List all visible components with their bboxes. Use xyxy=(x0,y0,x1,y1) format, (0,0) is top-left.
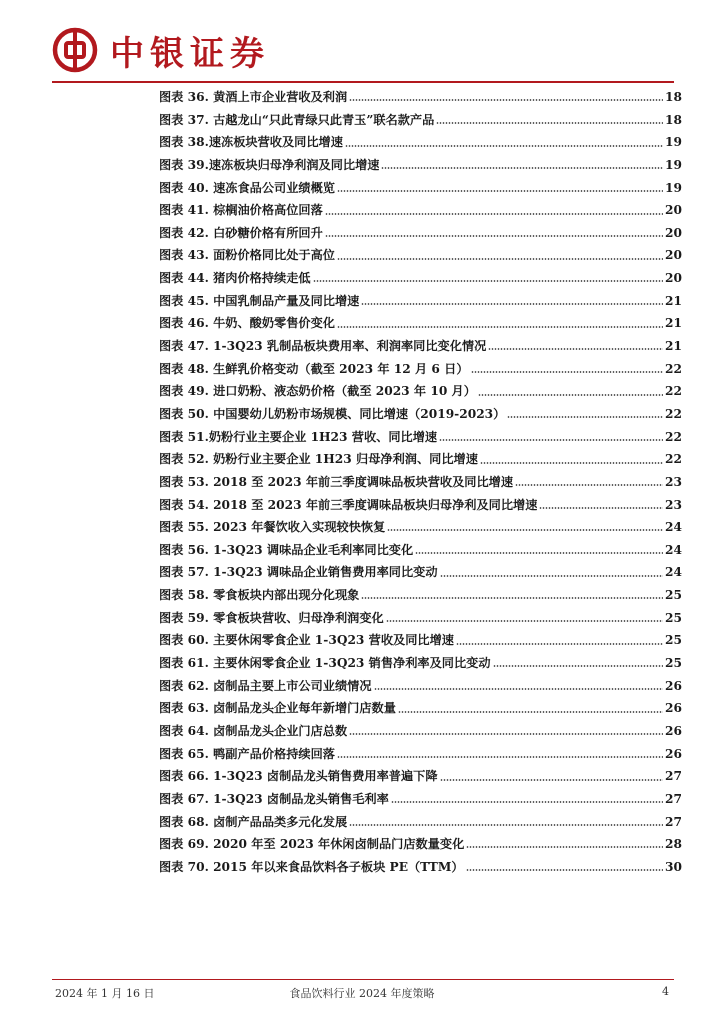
toc-leader-dots xyxy=(415,552,663,554)
toc-leader-dots xyxy=(391,801,663,803)
toc-entry-title: 图表 54. 2018 至 2023 年前三季度调味品板块归母净利及同比增速 xyxy=(159,497,538,512)
toc-entry-page: 22 xyxy=(665,361,682,376)
toc-entry[interactable] xyxy=(159,765,682,788)
footer-report-title: 食品饮料行业 2024 年度策略 xyxy=(289,987,435,1000)
toc-entry-title: 图表 62. 卤制品主要上市公司业绩情况 xyxy=(159,678,372,693)
toc-leader-dots xyxy=(381,167,663,169)
toc-entry[interactable] xyxy=(159,199,682,222)
toc-entry-page: 25 xyxy=(665,610,682,625)
toc-entry-page: 20 xyxy=(665,271,682,286)
toc-entry-title: 图表 53. 2018 至 2023 年前三季度调味品板块营收及同比增速 xyxy=(159,474,514,489)
toc-entry-title: 图表 45. 中国乳制品产量及同比增速 xyxy=(159,293,360,308)
figure-index-list xyxy=(159,86,682,878)
toc-entry[interactable] xyxy=(159,177,682,200)
toc-entry[interactable] xyxy=(159,448,682,471)
toc-entry-title: 图表 68. 卤制产品品类多元化发展 xyxy=(159,814,348,829)
toc-entry[interactable] xyxy=(159,720,682,743)
bank-of-china-logo-icon xyxy=(52,27,98,73)
toc-entry-page: 20 xyxy=(665,203,682,218)
toc-entry-page: 20 xyxy=(665,225,682,240)
toc-leader-dots xyxy=(325,213,663,215)
toc-leader-dots xyxy=(515,484,663,486)
toc-entry[interactable] xyxy=(159,833,682,856)
toc-entry-title: 图表 65. 鸭副产品价格持续回落 xyxy=(159,746,335,761)
toc-entry-title: 图表 61. 主要休闲零食企业 1-3Q23 销售净利率及同比变动 xyxy=(159,656,491,671)
toc-entry-title: 图表 67. 1-3Q23 卤制品龙头销售毛利率 xyxy=(159,791,389,806)
toc-entry-title: 图表 57. 1-3Q23 调味品企业销售费用率同比变动 xyxy=(159,565,438,580)
toc-entry[interactable] xyxy=(159,426,682,449)
toc-leader-dots xyxy=(387,529,663,531)
toc-leader-dots xyxy=(466,846,663,848)
toc-entry-page: 22 xyxy=(665,452,682,467)
toc-entry[interactable] xyxy=(159,856,682,879)
toc-entry-title: 图表 50. 中国婴幼儿奶粉市场规模、同比增速（2019-2023） xyxy=(159,406,506,421)
toc-entry-page: 28 xyxy=(665,837,682,852)
toc-entry-title: 图表 64. 卤制品龙头企业门店总数 xyxy=(159,723,348,738)
toc-entry-page: 24 xyxy=(665,542,682,557)
toc-entry[interactable] xyxy=(159,335,682,358)
toc-leader-dots xyxy=(480,462,663,464)
page-header xyxy=(52,22,270,78)
toc-entry-page: 25 xyxy=(665,633,682,648)
toc-entry-page: 21 xyxy=(665,293,682,308)
footer-page-number: 4 xyxy=(662,985,669,998)
toc-entry[interactable] xyxy=(159,86,682,109)
toc-entry-page: 26 xyxy=(665,678,682,693)
toc-entry[interactable] xyxy=(159,494,682,517)
toc-entry-title: 图表 39.速冻板块归母净利润及同比增速 xyxy=(159,157,380,172)
toc-entry-title: 图表 40. 速冻食品公司业绩概览 xyxy=(159,180,335,195)
toc-entry-title: 图表 59. 零食板块营收、归母净利润变化 xyxy=(159,610,384,625)
toc-entry[interactable] xyxy=(159,675,682,698)
toc-entry-page: 19 xyxy=(665,135,682,150)
toc-entry-page: 24 xyxy=(665,565,682,580)
toc-entry-page: 21 xyxy=(665,339,682,354)
toc-entry-title: 图表 49. 进口奶粉、液态奶价格（截至 2023 年 10 月） xyxy=(159,384,476,399)
toc-leader-dots xyxy=(493,665,664,667)
toc-leader-dots xyxy=(478,394,663,396)
toc-entry-page: 18 xyxy=(665,112,682,127)
toc-leader-dots xyxy=(488,348,663,350)
toc-entry[interactable] xyxy=(159,154,682,177)
toc-leader-dots xyxy=(539,507,663,509)
toc-entry-title: 图表 52. 奶粉行业主要企业 1H23 归母净利润、同比增速 xyxy=(159,452,478,467)
toc-leader-dots xyxy=(337,756,663,758)
toc-entry-title: 图表 58. 零食板块内部出现分化现象 xyxy=(159,588,360,603)
header-divider xyxy=(52,81,674,83)
toc-leader-dots xyxy=(337,326,663,328)
toc-leader-dots xyxy=(345,145,663,147)
toc-leader-dots xyxy=(466,869,663,871)
toc-entry-page: 20 xyxy=(665,248,682,263)
toc-leader-dots xyxy=(313,280,663,282)
toc-entry-title: 图表 46. 牛奶、酸奶零售价变化 xyxy=(159,316,335,331)
toc-entry-title: 图表 37. 古越龙山“只此青绿只此青玉”联名款产品 xyxy=(159,112,435,127)
toc-entry-title: 图表 60. 主要休闲零食企业 1-3Q23 营收及同比增速 xyxy=(159,633,454,648)
toc-entry-title: 图表 55. 2023 年餐饮收入实现较快恢复 xyxy=(159,520,386,535)
toc-leader-dots xyxy=(440,779,664,781)
toc-leader-dots xyxy=(456,643,663,645)
toc-entry-title: 图表 47. 1-3Q23 乳制品板块费用率、利润率同比变化情况 xyxy=(159,339,487,354)
toc-entry-page: 23 xyxy=(665,474,682,489)
toc-entry[interactable] xyxy=(159,607,682,630)
toc-leader-dots xyxy=(436,122,663,124)
toc-entry-title: 图表 66. 1-3Q23 卤制品龙头销售费用率普遍下降 xyxy=(159,769,438,784)
toc-entry-page: 27 xyxy=(665,769,682,784)
toc-leader-dots xyxy=(349,99,663,101)
toc-entry-page: 25 xyxy=(665,656,682,671)
toc-leader-dots xyxy=(337,190,663,192)
toc-entry[interactable] xyxy=(159,539,682,562)
toc-entry[interactable] xyxy=(159,629,682,652)
toc-entry-page: 27 xyxy=(665,791,682,806)
toc-entry[interactable] xyxy=(159,222,682,245)
toc-entry-page: 22 xyxy=(665,406,682,421)
toc-leader-dots xyxy=(337,258,663,260)
toc-entry[interactable] xyxy=(159,811,682,834)
toc-entry[interactable] xyxy=(159,516,682,539)
toc-entry[interactable] xyxy=(159,471,682,494)
toc-leader-dots xyxy=(440,575,664,577)
toc-entry-title: 图表 51.奶粉行业主要企业 1H23 营收、同比增速 xyxy=(159,429,438,444)
toc-entry-page: 26 xyxy=(665,723,682,738)
toc-entry[interactable] xyxy=(159,267,682,290)
toc-entry-title: 图表 36. 黄酒上市企业营收及利润 xyxy=(159,90,348,104)
footer-divider xyxy=(52,979,674,980)
toc-entry-title: 图表 48. 生鲜乳价格变动（截至 2023 年 12 月 6 日） xyxy=(159,361,469,376)
toc-entry[interactable] xyxy=(159,743,682,766)
toc-leader-dots xyxy=(471,371,664,373)
toc-entry-page: 22 xyxy=(665,429,682,444)
toc-entry-page: 18 xyxy=(665,90,682,104)
toc-entry-title: 图表 69. 2020 年至 2023 年休闲卤制品门店数量变化 xyxy=(159,837,465,852)
toc-leader-dots xyxy=(507,416,663,418)
toc-leader-dots xyxy=(374,688,664,690)
toc-leader-dots xyxy=(439,439,663,441)
toc-entry-page: 25 xyxy=(665,588,682,603)
toc-entry-title: 图表 56. 1-3Q23 调味品企业毛利率同比变化 xyxy=(159,542,414,557)
toc-leader-dots xyxy=(398,711,663,713)
toc-entry-page: 26 xyxy=(665,746,682,761)
toc-entry-title: 图表 38.速冻板块营收及同比增速 xyxy=(159,135,343,150)
toc-entry-page: 23 xyxy=(665,497,682,512)
toc-entry-page: 24 xyxy=(665,520,682,535)
toc-leader-dots xyxy=(349,733,663,735)
toc-entry[interactable] xyxy=(159,697,682,720)
toc-entry-page: 26 xyxy=(665,701,682,716)
toc-entry[interactable] xyxy=(159,109,682,132)
toc-entry[interactable] xyxy=(159,788,682,811)
toc-leader-dots xyxy=(349,824,663,826)
toc-entry-page: 19 xyxy=(665,180,682,195)
toc-entry[interactable] xyxy=(159,561,682,584)
toc-leader-dots xyxy=(386,620,663,622)
toc-entry[interactable] xyxy=(159,131,682,154)
toc-entry[interactable] xyxy=(159,652,682,675)
toc-leader-dots xyxy=(361,597,663,599)
toc-entry[interactable] xyxy=(159,244,682,267)
toc-entry[interactable] xyxy=(159,403,682,426)
toc-entry-title: 图表 43. 面粉价格同比处于高位 xyxy=(159,248,335,263)
toc-entry-page: 27 xyxy=(665,814,682,829)
toc-entry-page: 21 xyxy=(665,316,682,331)
toc-entry-page: 22 xyxy=(665,384,682,399)
toc-leader-dots xyxy=(361,303,663,305)
toc-entry-title: 图表 42. 白砂糖价格有所回升 xyxy=(159,225,323,240)
toc-leader-dots xyxy=(325,235,663,237)
footer-date: 2024 年 1 月 16 日 xyxy=(55,987,155,1000)
toc-entry[interactable] xyxy=(159,380,682,403)
toc-entry-title: 图表 63. 卤制品龙头企业每年新增门店数量 xyxy=(159,701,396,716)
toc-entry[interactable] xyxy=(159,358,682,381)
toc-entry-page: 19 xyxy=(665,157,682,172)
toc-entry-title: 图表 70. 2015 年以来食品饮料各子板块 PE（TTM） xyxy=(159,859,464,874)
toc-entry[interactable] xyxy=(159,290,682,313)
toc-entry-title: 图表 41. 棕榈油价格高位回落 xyxy=(159,203,323,218)
brand-name: 中银证券 xyxy=(110,33,270,74)
toc-entry[interactable] xyxy=(159,584,682,607)
toc-entry-page: 30 xyxy=(665,859,682,874)
toc-entry[interactable] xyxy=(159,312,682,335)
toc-entry-title: 图表 44. 猪肉价格持续走低 xyxy=(159,271,311,286)
